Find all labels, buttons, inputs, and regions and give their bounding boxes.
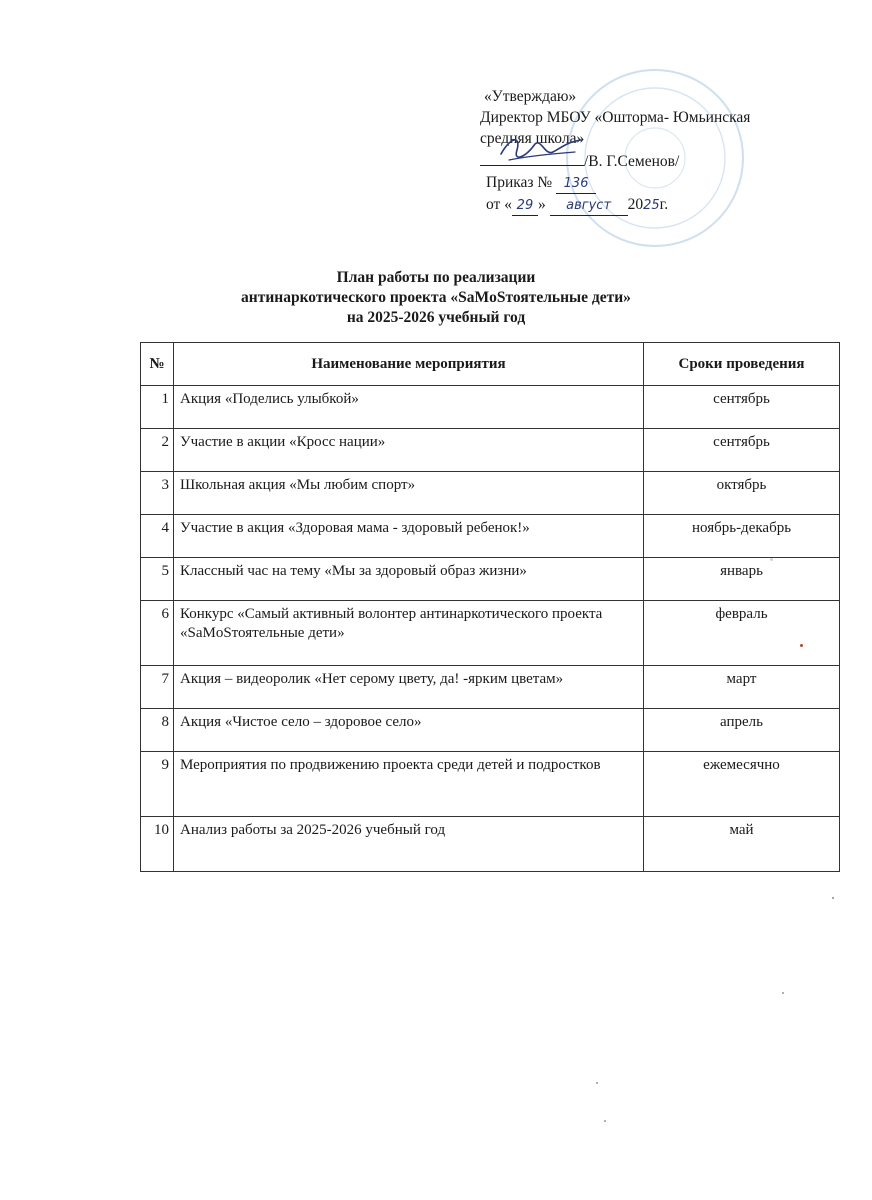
row-num: 7 [141, 666, 174, 709]
order-number: 136 [556, 175, 596, 194]
row-date: ноябрь-декабрь [644, 515, 840, 558]
date-row [480, 194, 810, 216]
row-num: 4 [141, 515, 174, 558]
row-num: 5 [141, 558, 174, 601]
row-num: 8 [141, 709, 174, 752]
row-event: Конкурс «Самый активный волонтер антинаркотического проекта «SaMoSтоятельные дети» [174, 601, 644, 666]
row-event: Школьная акция «Мы любим спорт» [174, 472, 644, 515]
scan-speck [596, 1082, 598, 1084]
title-line-2: антинаркотического проекта «SaMoSтоятельные дети» [241, 289, 631, 306]
date-mid: » [537, 196, 546, 213]
order-row [480, 172, 810, 194]
row-num: 9 [141, 752, 174, 817]
date-month: август [550, 197, 628, 216]
row-event: Участие в акции «Кросс нации» [174, 429, 644, 472]
row-event: Классный час на тему «Мы за здоровый образ жизни» [174, 558, 644, 601]
scan-speck [604, 1120, 606, 1122]
table-row [141, 666, 840, 709]
scan-speck [832, 897, 834, 899]
row-num: 10 [141, 817, 174, 872]
scan-speck [782, 992, 784, 994]
table-row [141, 752, 840, 817]
row-date: февраль [644, 601, 840, 666]
header-name: Наименование мероприятия [174, 343, 644, 386]
row-date: май [644, 817, 840, 872]
row-event: Акция «Поделись улыбкой» [174, 386, 644, 429]
row-date: ежемесячно [644, 752, 840, 817]
row-num: 6 [141, 601, 174, 666]
row-num: 3 [141, 472, 174, 515]
header-num: № [141, 343, 174, 386]
row-event: Акция «Чистое село – здоровое село» [174, 709, 644, 752]
row-date: апрель [644, 709, 840, 752]
order-label: Приказ № [486, 174, 553, 191]
date-prefix: от « [486, 196, 512, 213]
director-line-1: Директор МБОУ «Ошторма- Юмьинская [480, 109, 751, 126]
scan-speck [800, 644, 803, 647]
table-row [141, 817, 840, 872]
approval-title: «Утверждаю» [484, 88, 577, 105]
row-num: 2 [141, 429, 174, 472]
row-event: Мероприятия по продвижению проекта среди детей и подростков [174, 752, 644, 817]
row-event: Акция – видеоролик «Нет серому цвету, да! -ярким цветам» [174, 666, 644, 709]
signer-name: /В. Г.Семенов/ [584, 153, 680, 170]
date-year-prefix: 20 [627, 196, 644, 213]
director-signature [495, 130, 585, 170]
director-line-2: средняя школа» [480, 130, 585, 147]
title-line-1: План работы по реализации [336, 269, 536, 286]
row-date: март [644, 666, 840, 709]
row-date: октябрь [644, 472, 840, 515]
date-day: 29 [512, 197, 538, 216]
table-row [141, 558, 840, 601]
scan-speck [770, 558, 773, 561]
row-num: 1 [141, 386, 174, 429]
events-table [140, 342, 840, 872]
table-header-row [141, 343, 840, 386]
table-row [141, 386, 840, 429]
row-event: Участие в акция «Здоровая мама - здоровый ребенок!» [174, 515, 644, 558]
table-row [141, 601, 840, 666]
title-line-3: на 2025-2026 учебный год [346, 309, 526, 326]
row-date: сентябрь [644, 429, 840, 472]
table-row [141, 429, 840, 472]
date-suffix: г. [659, 196, 669, 213]
table-row [141, 515, 840, 558]
table-row [141, 709, 840, 752]
row-date: сентябрь [644, 386, 840, 429]
row-event: Анализ работы за 2025-2026 учебный год [174, 817, 644, 872]
header-date: Сроки проведения [644, 343, 840, 386]
table-row [141, 472, 840, 515]
row-date: январь [644, 558, 840, 601]
document-title [0, 268, 872, 328]
date-year-suffix: 25 [643, 198, 660, 213]
